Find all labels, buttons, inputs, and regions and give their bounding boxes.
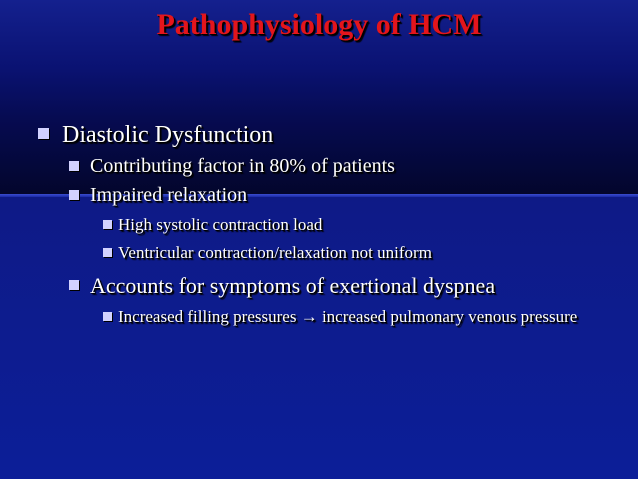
square-bullet-icon — [103, 220, 112, 229]
bullet-level2 — [38, 154, 620, 179]
bullet-text: High systolic contraction load — [118, 215, 323, 234]
bullet-level3 — [38, 306, 620, 328]
bullet-level2 — [38, 183, 620, 208]
square-bullet-icon — [69, 161, 79, 171]
bullet-level3 — [38, 242, 620, 264]
bullet-text: Diastolic Dysfunction — [62, 122, 274, 148]
square-bullet-icon — [38, 128, 49, 139]
bullet-text — [118, 307, 577, 326]
bullet-text: Contributing factor in 80% of patients — [90, 155, 395, 177]
square-bullet-icon — [69, 190, 79, 200]
bullet-text: Accounts for symptoms of exertional dyspnea — [90, 273, 496, 298]
bullet-text: Ventricular contraction/relaxation not uniform — [118, 243, 432, 262]
bullet-text-part: Increased filling pressures — [118, 307, 301, 326]
bullet-level1 — [38, 120, 620, 150]
slide-title: Pathophysiology of HCM — [156, 8, 482, 41]
square-bullet-icon — [69, 280, 79, 290]
right-arrow-icon: → — [300, 307, 318, 326]
bullet-text: Impaired relaxation — [90, 184, 248, 206]
square-bullet-icon — [103, 312, 112, 321]
bullet-level3 — [38, 214, 620, 236]
bullet-list — [38, 120, 620, 328]
bullet-text-part: increased pulmonary venous pressure — [317, 307, 578, 326]
bullet-level2 — [38, 272, 620, 300]
square-bullet-icon — [103, 248, 112, 257]
